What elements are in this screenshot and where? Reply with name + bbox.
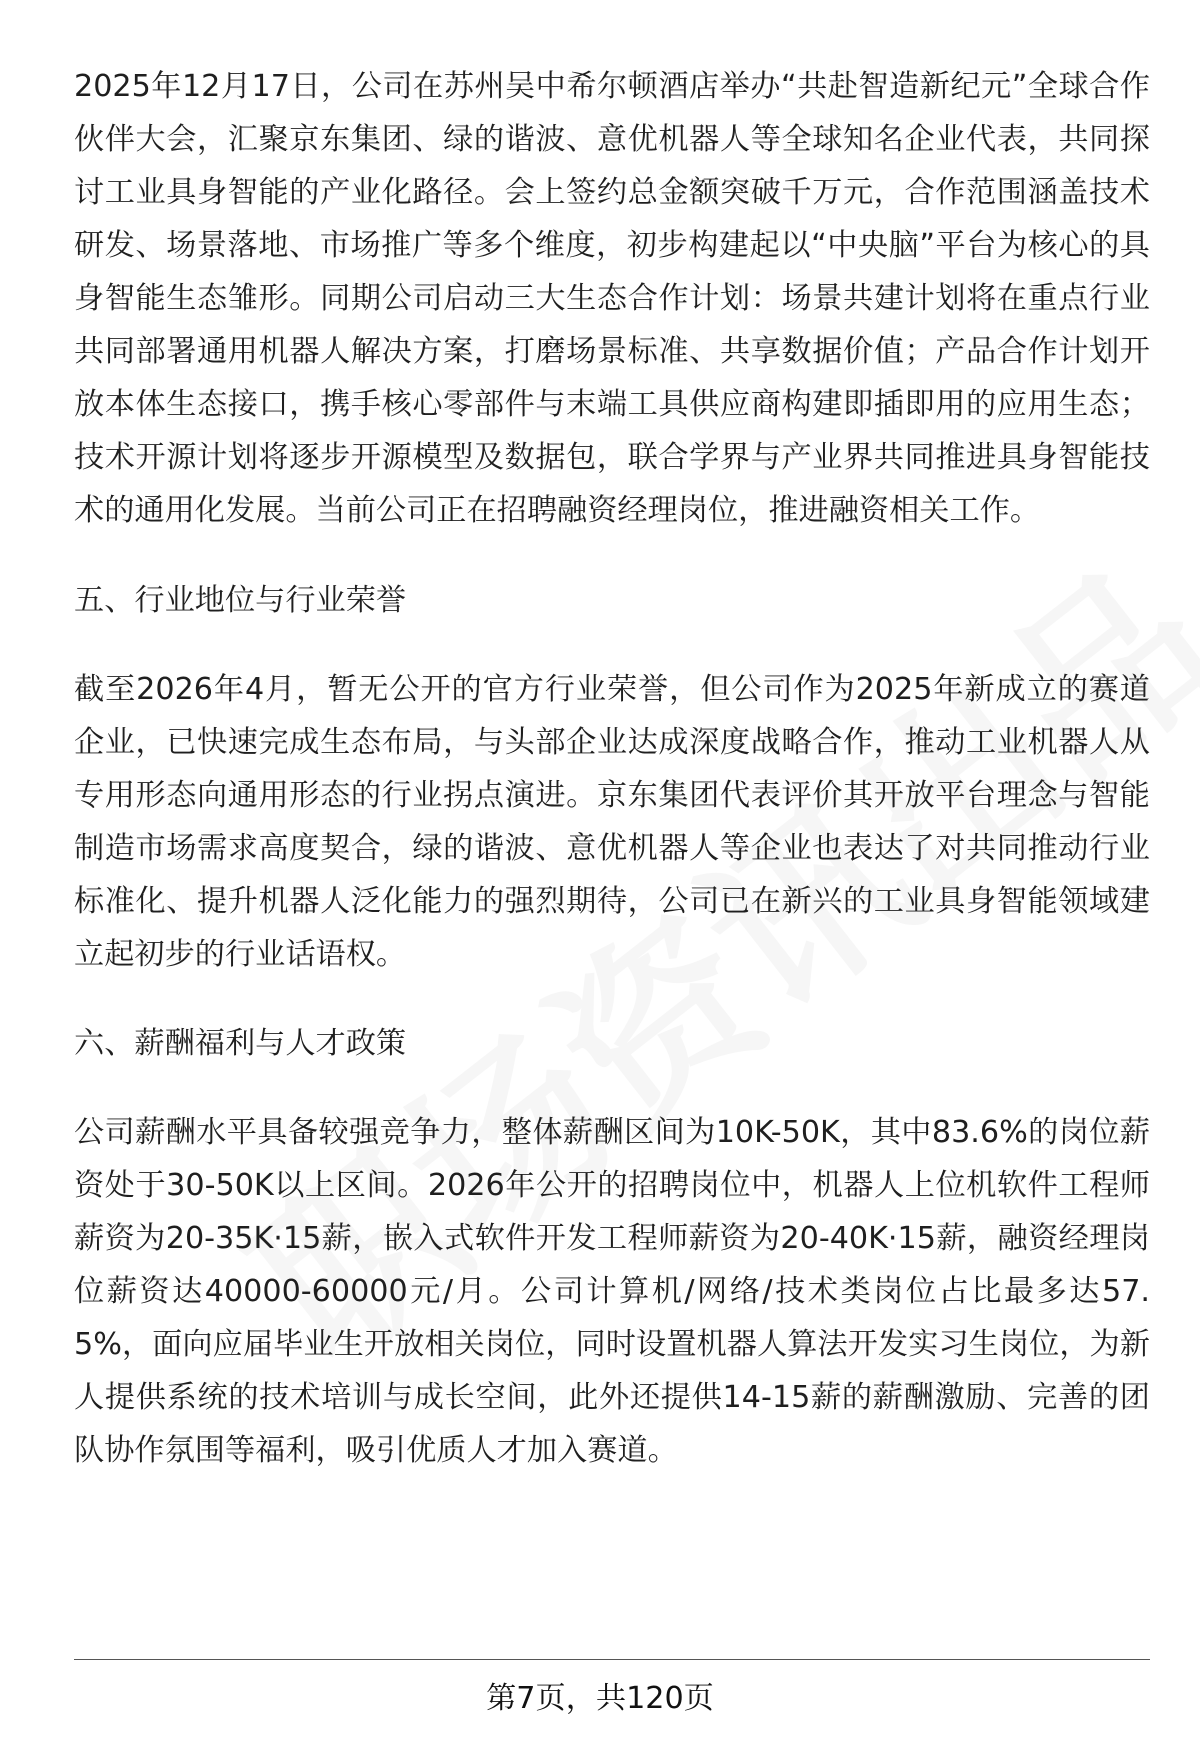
paragraph-compensation: 公司薪酬水平具备较强竞争力，整体薪酬区间为10K-50K，其中83.6%的岗位薪资处于30-50K以上区间。2026年公开的招聘岗位中，机器人上位机软件工程师薪资为20-35K·15薪，嵌入式软件开发工程师薪资为20-40K·15薪，融资经理岗位薪资达40000-60000元/月。公司计算机/网络/技术类岗位占比最多达57.5%，面向应届毕业生开放相关岗位，同时设置机器人算法开发实习生岗位，为新人提供系统的技术培训与成长空间，此外还提供14-15薪的薪酬激励、完善的团队协作氛围等福利，吸引优质人才加入赛道。 [74, 1115, 1150, 1468]
document-body [74, 60, 1150, 1477]
section-heading-compensation: 六、薪酬福利与人才政策 [74, 1026, 407, 1061]
page-number: 第7页，共120页 [486, 1681, 714, 1716]
paragraph-partner-conference: 2025年12月17日，公司在苏州吴中希尔顿酒店举办“共赴智造新纪元”全球合作伙伴大会，汇聚京东集团、绿的谐波、意优机器人等全球知名企业代表，共同探讨工业具身智能的产业化路径。会上签约总金额突破千万元，合作范围涵盖技术研发、场景落地、市场推广等多个维度，初步构建起以“中央脑”平台为核心的具身智能生态雏形。同期公司启动三大生态合作计划：场景共建计划将在重点行业共同部署通用机器人解决方案，打磨场景标准、共享数据价值；产品合作计划开放本体生态接口，携手核心零部件与末端工具供应商构建即插即用的应用生态；技术开源计划将逐步开源模型及数据包，联合学界与产业界共同推进具身智能技术的通用化发展。当前公司正在招聘融资经理岗位，推进融资相关工作。 [74, 69, 1150, 528]
paragraph-industry-status: 截至2026年4月，暂无公开的官方行业荣誉，但公司作为2025年新成立的赛道企业，已快速完成生态布局，与头部企业达成深度战略合作，推动工业机器人从专用形态向通用形态的行业拐点演进。京东集团代表评价其开放平台理念与智能制造市场需求高度契合，绿的谐波、意优机器人等企业也表达了对共同推动行业标准化、提升机器人泛化能力的强烈期待，公司已在新兴的工业具身智能领域建立起初步的行业话语权。 [74, 672, 1150, 972]
section-heading-industry-status: 五、行业地位与行业荣誉 [74, 583, 407, 618]
footer-divider [74, 1659, 1150, 1660]
